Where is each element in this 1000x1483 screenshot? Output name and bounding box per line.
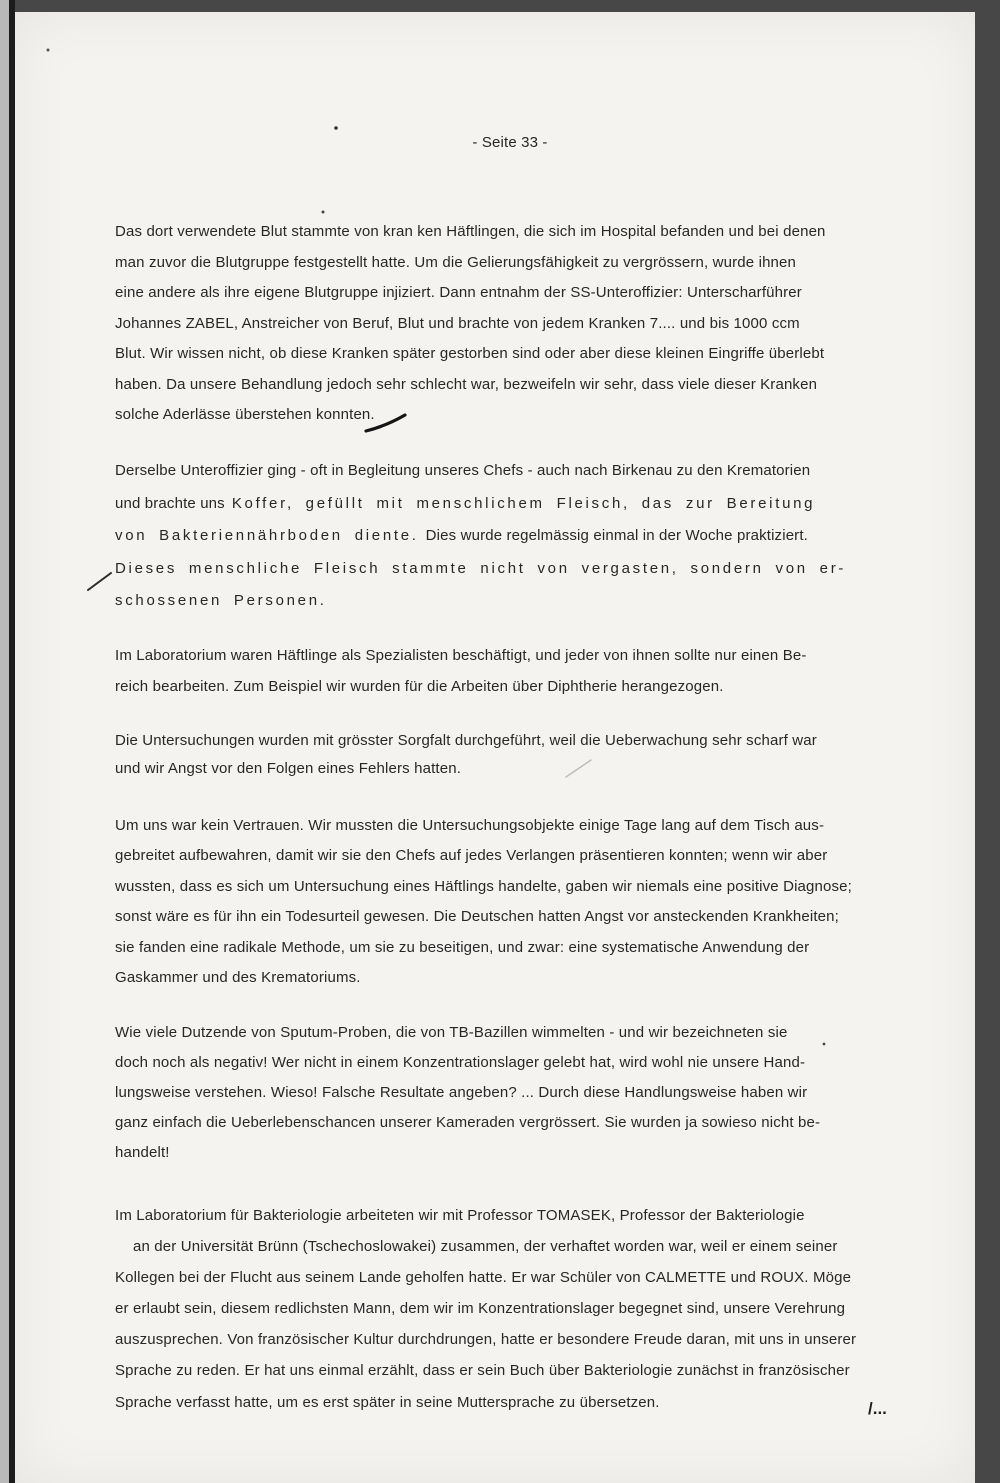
paragraph-specialists: [115, 640, 807, 702]
text-line: wussten, dass es sich um Untersuchung eines Häftlings handelte, gaben wir niemals eine positive Diagnose;: [115, 877, 852, 895]
text-line: Um uns war kein Vertrauen. Wir mussten die Untersuchungsobjekte einige Tage lang auf dem Tisch aus-: [115, 817, 825, 834]
text-line: [115, 553, 846, 586]
text-line: Im Laboratorium waren Häftlinge als Spezialisten beschäftigt, und jeder von ihnen sollte nur einen Be-: [115, 647, 807, 664]
paragraph-blood-samples: [115, 217, 826, 431]
spaced-emphasis-text: von Bakteriennährboden diente.: [115, 527, 419, 544]
continuation-mark: /...: [868, 1399, 887, 1418]
text-line: Gaskammer und des Krematoriums.: [115, 968, 361, 986]
paragraph-birkenau: [115, 455, 846, 618]
page-number-header: - Seite 33 -: [472, 134, 548, 151]
text-line: man zuvor die Blutgruppe festgestellt hatte. Um die Gelierungsfähigkeit zu vergrössern, wurde ihnen: [115, 253, 797, 271]
text-line: Wie viele Dutzende von Sputum-Proben, die von TB-Bazillen wimmelten - und wir bezeichneten sie: [115, 1024, 788, 1041]
paragraph-examinations: [115, 727, 817, 783]
text-line: Das dort verwendete Blut stammte von kran ken Häftlingen, die sich im Hospital befanden und bei denen: [115, 223, 826, 240]
text-line: reich bearbeiten. Zum Beispiel wir wurden für die Arbeiten über Diphtherie herangezogen.: [115, 678, 724, 695]
text-line: gebreitet aufbewahren, damit wir sie den Chefs auf jedes Verlangen präsentieren konnten; wenn wir aber: [115, 847, 828, 865]
paragraph-professor-tomasek: [115, 1200, 856, 1418]
text-line: er erlaubt sein, diesem redlichsten Mann, dem wir im Konzentrationslager begegnet sind, unsere Verehrung: [115, 1300, 846, 1318]
text-line: [115, 520, 846, 553]
text-line: sie fanden eine radikale Methode, um sie zu beseitigen, und zwar: eine systematische Anwendung der: [115, 938, 810, 956]
text-line: solche Aderlässe überstehen konnten.: [115, 406, 375, 423]
text-line: handelt!: [115, 1144, 170, 1161]
text-line: [115, 488, 846, 521]
text-line: Kollegen bei der Flucht aus seinem Lande geholfen hatte. Er war Schüler von CALMETTE und ROUX. Möge: [115, 1269, 852, 1287]
paragraph-no-trust: [115, 811, 852, 993]
text-line: haben. Da unsere Behandlung jedoch sehr schlecht war, bezweifeln wir sehr, dass viele dieser Kranken: [115, 375, 818, 393]
spaced-emphasis-text: Koffer, gefüllt mit menschlichem Fleisch, das zur Bereitung: [231, 494, 816, 512]
text-line: Sprache verfasst hatte, um es erst später in seine Muttersprache zu übersetzen.: [115, 1393, 660, 1411]
text-line: doch noch als negativ! Wer nicht in einem Konzentrationslager gelebt hat, wird wohl nie unsere Hand-: [115, 1054, 806, 1071]
text-line: ganz einfach die Ueberlebenschancen unserer Kameraden vergrössert. Sie wurden ja sowieso nicht be-: [115, 1114, 821, 1131]
text-line: [115, 585, 846, 618]
text-line: Im Laboratorium für Bakteriologie arbeiteten wir mit Professor TOMASEK, Professor der Bakteriologie: [115, 1207, 805, 1224]
spaced-emphasis-text: schossenen Personen.: [115, 592, 327, 609]
text-line: sonst wäre es für ihn ein Todesurteil gewesen. Die Deutschen hatten Angst vor ansteckenden Krankheiten;: [115, 908, 839, 926]
text-line: eine andere als ihre eigene Blutgruppe injiziert. Dann entnahm der SS-Unteroffizier: Unterscharführer: [115, 284, 802, 301]
text-line: und wir Angst vor den Folgen eines Fehlers hatten.: [115, 760, 462, 777]
spaced-emphasis-text: Dieses menschliche Fleisch stammte nicht von vergasten, sondern von er-: [115, 559, 847, 577]
paragraph-sputum-samples: [115, 1018, 820, 1168]
text-line: auszusprechen. Von französischer Kultur durchdrungen, hatte er besondere Freude daran, mit uns in unserer: [115, 1331, 857, 1349]
text-segment: Derselbe Unteroffizier ging - oft in Begleitung unseres Chefs - auch nach Birkenau zu den Krematorien: [115, 462, 811, 479]
text-segment: Dies wurde regelmässig einmal in der Woche praktiziert.: [425, 527, 808, 544]
text-line: Sprache zu reden. Er hat uns einmal erzählt, dass er sein Buch über Bakteriologie zunächst in französischer: [115, 1362, 850, 1380]
text-line: lungsweise verstehen. Wieso! Falsche Resultate angeben? ... Durch diese Handlungsweise haben wir: [115, 1084, 808, 1101]
text-line: Die Untersuchungen wurden mit grösster Sorgfalt durchgeführt, weil die Ueberwachung sehr scharf war: [115, 732, 817, 749]
text-line: Blut. Wir wissen nicht, ob diese Kranken später gestorben sind oder aber diese kleinen Eingriffe überlebt: [115, 345, 825, 362]
text-line: Johannes ZABEL, Anstreicher von Beruf, Blut und brachte von jedem Kranken 7.... und bis 1000 ccm: [115, 314, 800, 332]
text-line: [115, 455, 846, 488]
text-line: an der Universität Brünn (Tschechoslowakei) zusammen, der verhaftet worden war, weil er einem seiner: [133, 1238, 838, 1256]
text-segment: und brachte uns: [115, 494, 225, 512]
scan-border-left: [0, 0, 9, 1483]
